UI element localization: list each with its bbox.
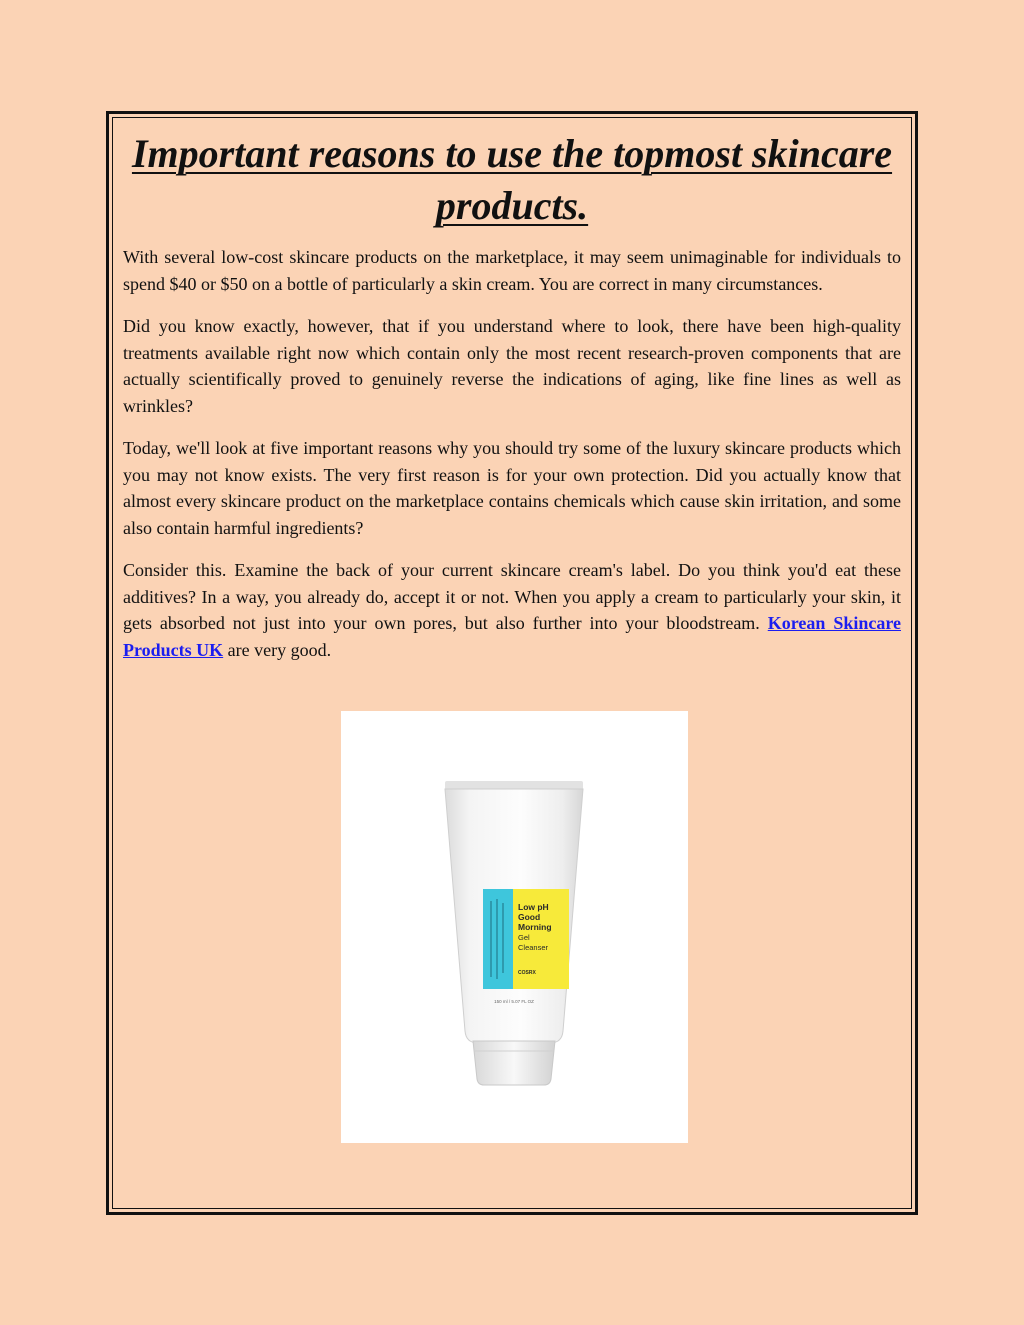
label-line-3: Morning xyxy=(518,922,552,932)
paragraph-4 xyxy=(123,557,901,663)
page-frame xyxy=(106,111,918,1215)
paragraph-2: Did you know exactly, however, that if you understand where to look, there have been high-quality treatments available right now which contain only the most recent research-proven components that are actually scientifically proved to genuinely reverse the indications of aging, like fine lines as well as wrinkles? xyxy=(123,316,901,416)
korean-skincare-link[interactable]: Korean Skincare Products UK xyxy=(123,613,901,660)
page-frame-inner xyxy=(112,117,912,1209)
article-body xyxy=(123,244,901,679)
tube-cap xyxy=(473,1041,555,1085)
product-image xyxy=(341,711,688,1143)
label-brand: COSRX xyxy=(518,970,536,976)
label-line-5: Cleanser xyxy=(518,943,549,952)
paragraph-4-text: Consider this. Examine the back of your current skincare cream's label. Do you think you'd eat these additives? In a way, you already do, accept it or not. When you apply a cream to particularly your skin, it gets absorbed not just into your own pores, but also further into your bloodstream. xyxy=(123,560,901,633)
cleanser-tube-illustration xyxy=(341,711,688,1143)
label-line-2: Good xyxy=(518,912,541,922)
paragraph-4-tail: are very good. xyxy=(223,639,332,660)
page-title: Important reasons to use the topmost skincare products. xyxy=(131,131,893,228)
label-line-1: Low pH xyxy=(518,902,549,912)
label-volume: 150 ml / 5.07 FL OZ xyxy=(494,999,534,1004)
paragraph-3: Today, we'll look at five important reasons why you should try some of the luxury skincare products which you may not know exists. The very first reason is for your own protection. Did you actually know that almost every skincare product on the marketplace contains chemicals which cause skin irritation, and some also contain harmful ingredients? xyxy=(123,438,901,538)
label-line-4: Gel xyxy=(518,933,530,942)
paragraph-1: With several low-cost skincare products on the marketplace, it may seem unimaginable for individuals to spend $40 or $50 on a bottle of particularly a skin cream. You are correct in many circumstances. xyxy=(123,247,901,294)
label-cyan-panel xyxy=(483,889,513,989)
